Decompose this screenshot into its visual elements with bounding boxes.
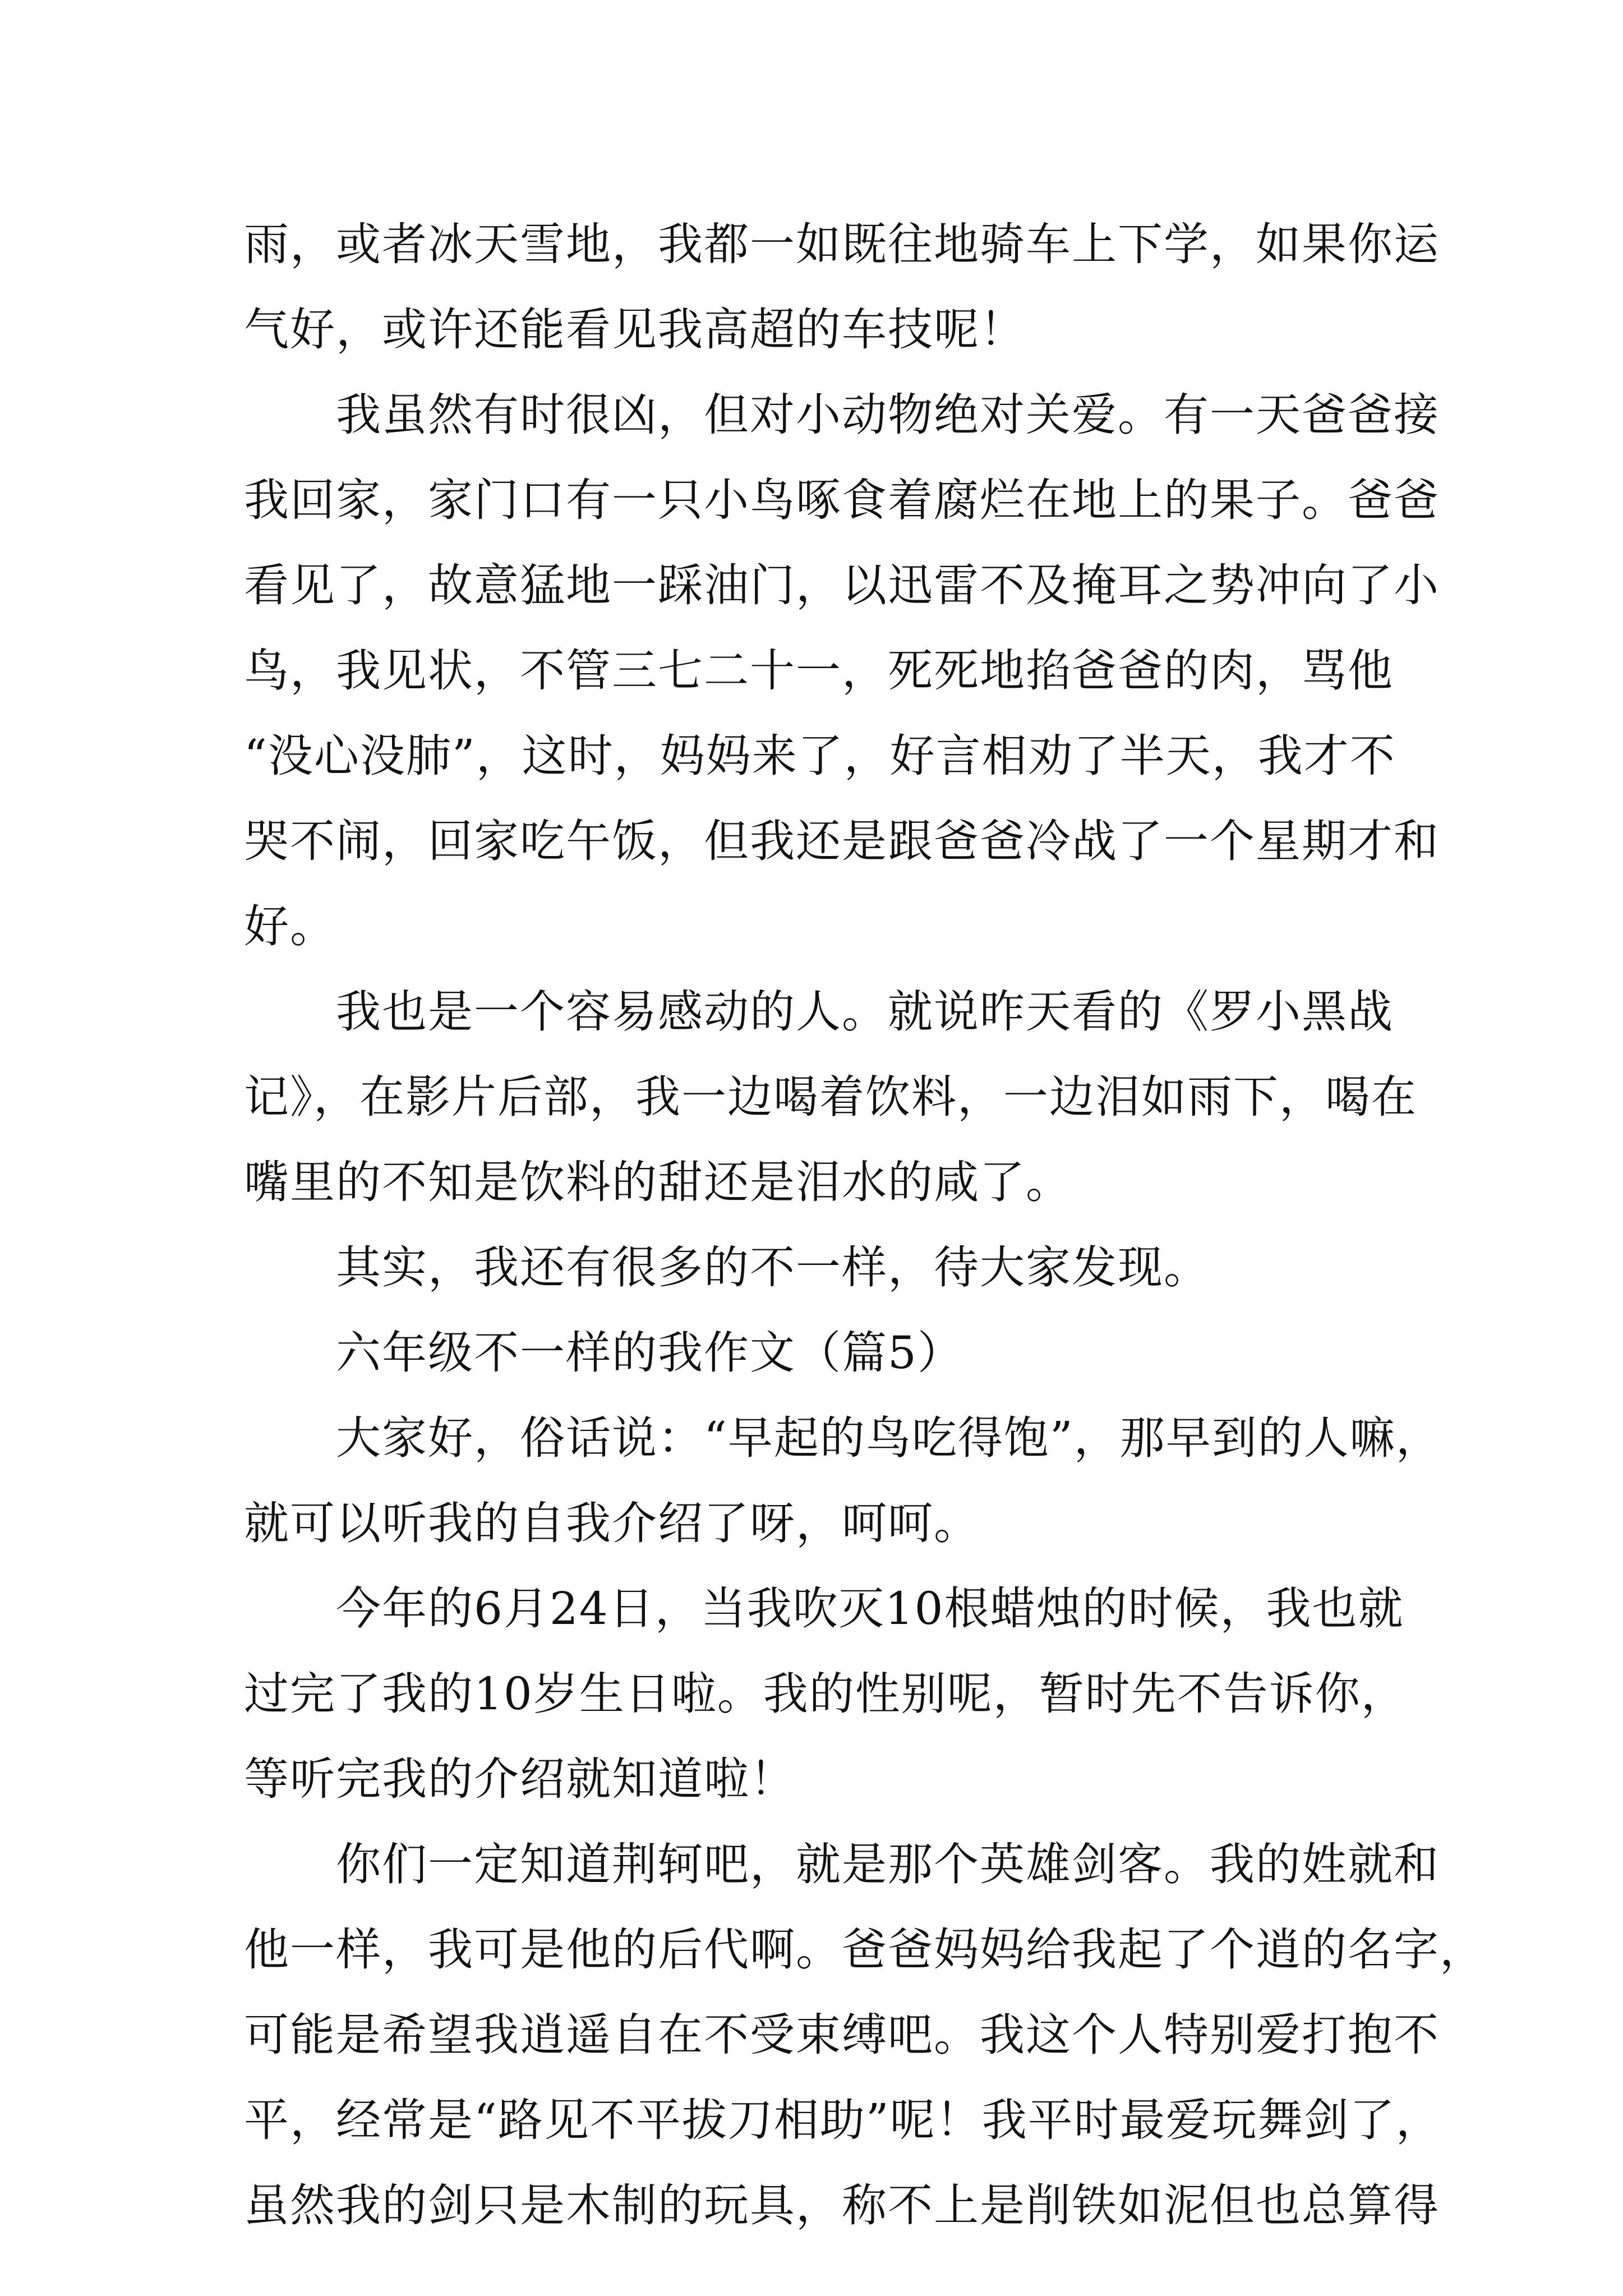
text-line: 我回家，家门口有一只小鸟啄食着腐烂在地上的果子。爸爸 [244, 474, 1440, 526]
text-line: 就可以听我的自我介绍了呀，呵呵。 [244, 1497, 980, 1549]
paragraph [244, 1396, 1442, 1566]
text-line: 六年级不一样的我作文（篇5） [244, 1327, 963, 1379]
text-line: 你们一定知道荆轲吧，就是那个英雄剑客。我的姓就和 [244, 1838, 1440, 1890]
text-line: 平，经常是“路见不平拔刀相助”呢！我平时最爱玩舞剑了， [244, 2094, 1442, 2146]
text-line: 过完了我的10岁生日啦。我的性别呢，暂时先不告诉你， [244, 1668, 1407, 1720]
text-line: 嘴里的不知是饮料的甜还是泪水的咸了。 [244, 1156, 1072, 1208]
text-line: 可能是希望我逍遥自在不受束缚吧。我这个人特别爱打抱不 [244, 2009, 1440, 2061]
text-line: 看见了，故意猛地一踩油门，以迅雷不及掩耳之势冲向了小 [244, 559, 1440, 611]
text-line: 记》，在影片后部，我一边喝着饮料，一边泪如雨下，喝在 [244, 1071, 1417, 1123]
text-line: 等听完我的介绍就知道啦！ [244, 1753, 796, 1805]
text-line: 我虽然有时很凶，但对小动物绝对关爱。有一天爸爸接 [244, 389, 1440, 441]
text-line: 哭不闹，回家吃午饭，但我还是跟爸爸冷战了一个星期才和 [244, 815, 1440, 867]
text-line: “没心没肺”，这时，妈妈来了，好言相劝了半天，我才不 [244, 730, 1396, 782]
text-line: 气好，或许还能看见我高超的车技呢！ [244, 303, 1026, 356]
text-line: 好。 [244, 900, 336, 953]
document-body [244, 202, 1486, 2248]
paragraph [244, 372, 1440, 969]
text-line: 我也是一个容易感动的人。就说昨天看的《罗小黑战 [244, 986, 1394, 1038]
text-line: 他一样，我可是他的后代啊。爸爸妈妈给我起了个逍的名字， [244, 1924, 1486, 1976]
paragraph [244, 1566, 1407, 1822]
text-line: 雨，或者冰天雪地，我都一如既往地骑车上下学，如果你运 [244, 218, 1440, 270]
paragraph [244, 202, 1440, 372]
text-line: 其实，我还有很多的不一样，待大家发现。 [244, 1241, 1210, 1294]
section-heading [244, 1310, 1388, 1396]
text-line: 大家好，俗话说：“早起的鸟吃得饱”，那早到的人嘛， [244, 1412, 1442, 1464]
paragraph [244, 969, 1417, 1225]
paragraph [244, 1822, 1486, 2248]
text-line: 鸟，我见状，不管三七二十一，死死地掐爸爸的肉，骂他 [244, 645, 1394, 697]
text-line: 今年的6月24日，当我吹灭10根蜡烛的时候，我也就 [244, 1582, 1404, 1635]
text-line: 虽然我的剑只是木制的玩具，称不上是削铁如泥但也总算得 [244, 2179, 1440, 2231]
paragraph [244, 1225, 1388, 1310]
